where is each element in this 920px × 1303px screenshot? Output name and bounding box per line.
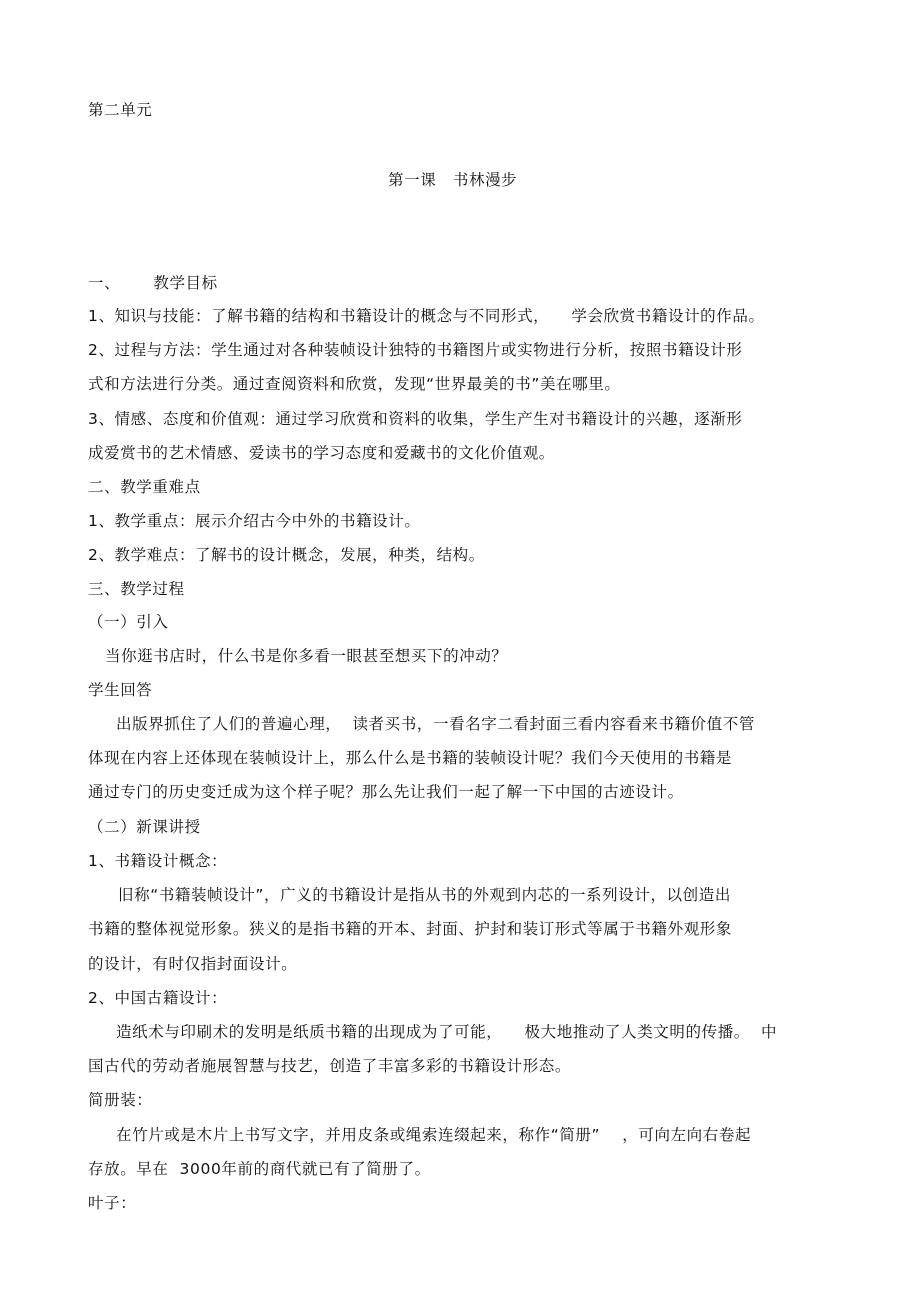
unit-heading: 第二单元: [88, 101, 153, 119]
subsection-heading: （一）引入: [88, 613, 169, 631]
paragraph-line: 造纸术与印刷术的发明是纸质书籍的出现成为了可能， 极大地推动了人类文明的传播。 中: [116, 1023, 778, 1041]
section-heading: 二、教学重难点: [88, 478, 201, 496]
paragraph-line: 在竹片或是木片上书写文字，并用皮条或绳索连缀起来，称作“简册” ，可向左向右卷起: [116, 1126, 752, 1144]
paragraph-line: 出版界抓住了人们的普遍心理， 读者买书，一看名字二看封面三看内容看来书籍价值不管: [116, 715, 755, 733]
paragraph-line: 书籍的整体视觉形象。狭义的是指书籍的开本、封面、护封和装订形式等属于书籍外观形象: [88, 920, 733, 938]
paragraph-line: 的设计，有时仅指封面设计。: [88, 955, 298, 973]
paragraph-line: 存放。早在 3000年前的商代就已有了简册了。: [88, 1160, 431, 1178]
paragraph-line: 1、知识与技能：了解书籍的结构和书籍设计的概念与不同形式， 学会欣赏书籍设计的作品。: [88, 307, 765, 325]
paragraph-line: 旧称“书籍装帧设计”，广义的书籍设计是指从书的外观到内芯的一系列设计，以创造出: [118, 886, 731, 904]
section-heading: 一、 教学目标: [88, 274, 218, 292]
paragraph-line: 国古代的劳动者施展智慧与技艺，创造了丰富多彩的书籍设计形态。: [88, 1057, 572, 1075]
paragraph-line: 简册装：: [88, 1091, 153, 1109]
section-heading: 三、教学过程: [88, 580, 185, 598]
subsection-heading: （二）新课讲授: [88, 818, 201, 836]
paragraph-line: 式和方法进行分类。通过查阅资料和欣赏，发现“世界最美的书”美在哪里。: [88, 375, 621, 393]
paragraph-line: 成爱赏书的艺术情感、爱读书的学习态度和爱藏书的文化价值观。: [88, 444, 555, 462]
paragraph-line: 1、教学重点：展示介绍古今中外的书籍设计。: [88, 512, 421, 530]
paragraph-line: 2、过程与方法：学生通过对各种装帧设计独特的书籍图片或实物进行分析，按照书籍设计形: [88, 341, 743, 359]
paragraph-line: 学生回答: [88, 681, 153, 699]
paragraph-line: 3、情感、态度和价值观：通过学习欣赏和资料的收集，学生产生对书籍设计的兴趣，逐渐形: [88, 410, 743, 428]
paragraph-line: 2、教学难点：了解书的设计概念，发展，种类，结构。: [88, 546, 485, 564]
paragraph-line: 2、中国古籍设计：: [88, 989, 228, 1007]
paragraph-line: 通过专门的历史变迁成为这个样子呢？那么先让我们一起了解一下中国的古迹设计。: [88, 783, 684, 801]
page-title: 第一课 书林漫步: [388, 171, 518, 189]
paragraph-line: 当你逛书店时，什么书是你多看一眼甚至想买下的冲动？: [105, 647, 508, 665]
paragraph-line: 叶子：: [88, 1194, 137, 1212]
paragraph-line: 体现在内容上还体现在装帧设计上，那么什么是书籍的装帧设计呢？我们今天使用的书籍是: [88, 749, 733, 767]
paragraph-line: 1、书籍设计概念：: [88, 852, 228, 870]
